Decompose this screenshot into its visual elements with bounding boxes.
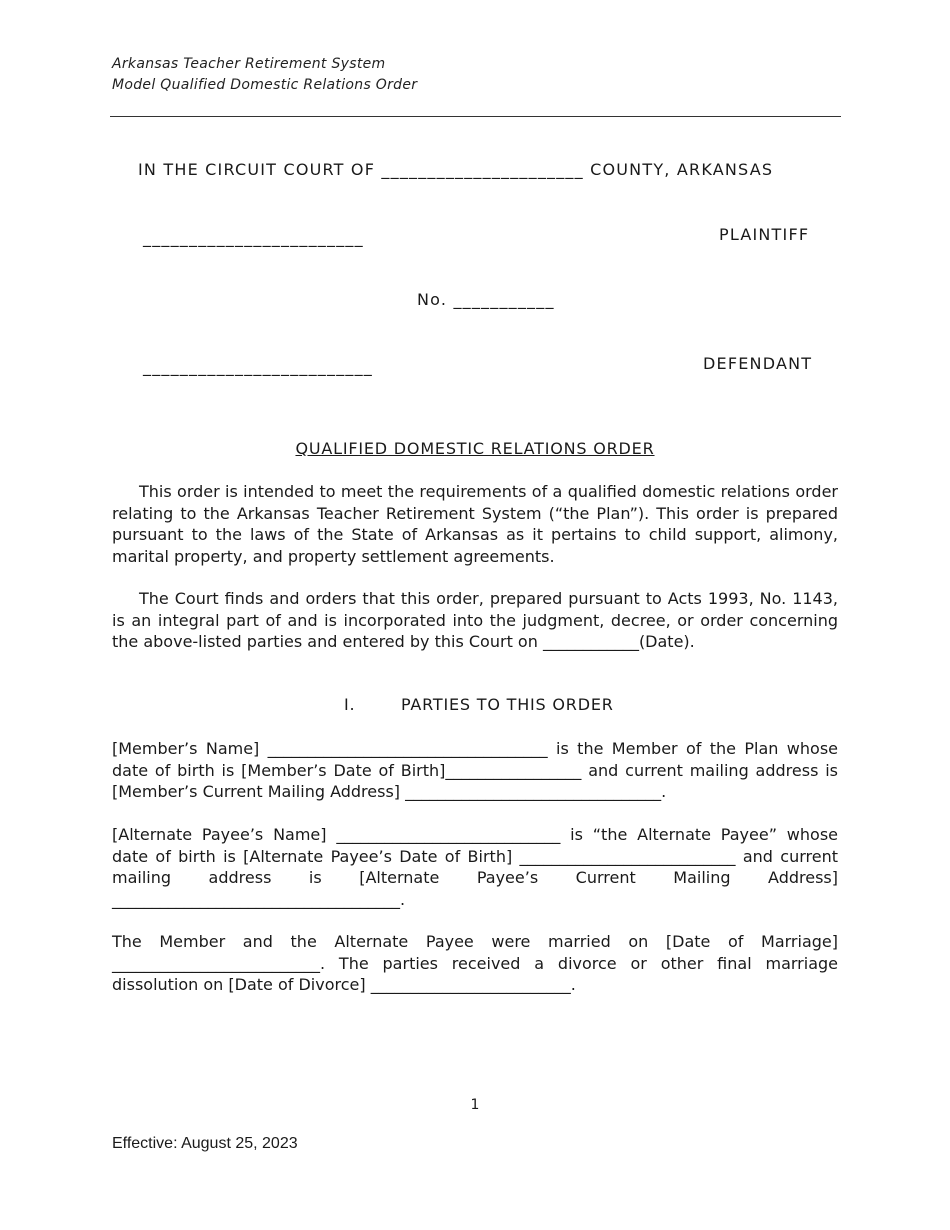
- header-divider: [110, 116, 841, 117]
- plaintiff-blank: ________________________: [143, 228, 364, 247]
- member-paragraph: [Member’s Name] ___________________________________ is the Member of the Plan whose date of birth is [Member’s Date of Birth]_________________ and current mailing address is [Member’s Current Mailing Address] ________________________________.: [112, 739, 838, 802]
- defendant-blank: _________________________: [143, 357, 373, 376]
- section-title: PARTIES TO THIS ORDER: [401, 695, 614, 714]
- header-line-2: Model Qualified Domestic Relations Order: [112, 77, 418, 93]
- section-number: I.: [344, 695, 356, 714]
- section-heading: [344, 695, 614, 714]
- intro-paragraph-2: The Court finds and orders that this order, prepared pursuant to Acts 1993, No. 1143, is an integral part of and is incorporated into the judgment, decree, or order concerning the above-listed parties and entered by this Court on ____________(Date).: [112, 589, 838, 652]
- document-title: [0, 439, 950, 458]
- header-line-1: Arkansas Teacher Retirement System: [112, 56, 386, 72]
- document-title-text: QUALIFIED DOMESTIC RELATIONS ORDER: [295, 439, 655, 458]
- case-number: No. ___________: [417, 290, 555, 309]
- intro-paragraph-1: This order is intended to meet the requirements of a qualified domestic relations order relating to the Arkansas Teacher Retirement System (“the Plan”). This order is prepared pursuant to the laws of the State of Arkansas as it pertains to child support, alimony, marital property, and property settlement agreements.: [112, 482, 838, 566]
- page-number: 1: [470, 1097, 480, 1113]
- court-heading: IN THE CIRCUIT COURT OF ______________________ COUNTY, ARKANSAS: [138, 160, 774, 179]
- plaintiff-label: PLAINTIFF: [719, 225, 810, 244]
- marriage-paragraph: The Member and the Alternate Payee were married on [Date of Marriage] __________________________. The parties received a divorce or other final marriage dissolution on [Date of Divorce] _________________________.: [112, 932, 838, 995]
- alternate-payee-paragraph: [Alternate Payee’s Name] ____________________________ is “the Alternate Payee” whose date of birth is [Alternate Payee’s Date of Birth] ___________________________ and current mailing address is [Alternate Payee’s Current Mailing Address] ____________________________________.: [112, 825, 838, 909]
- effective-date: Effective: August 25, 2023: [112, 1135, 298, 1152]
- defendant-label: DEFENDANT: [703, 354, 813, 373]
